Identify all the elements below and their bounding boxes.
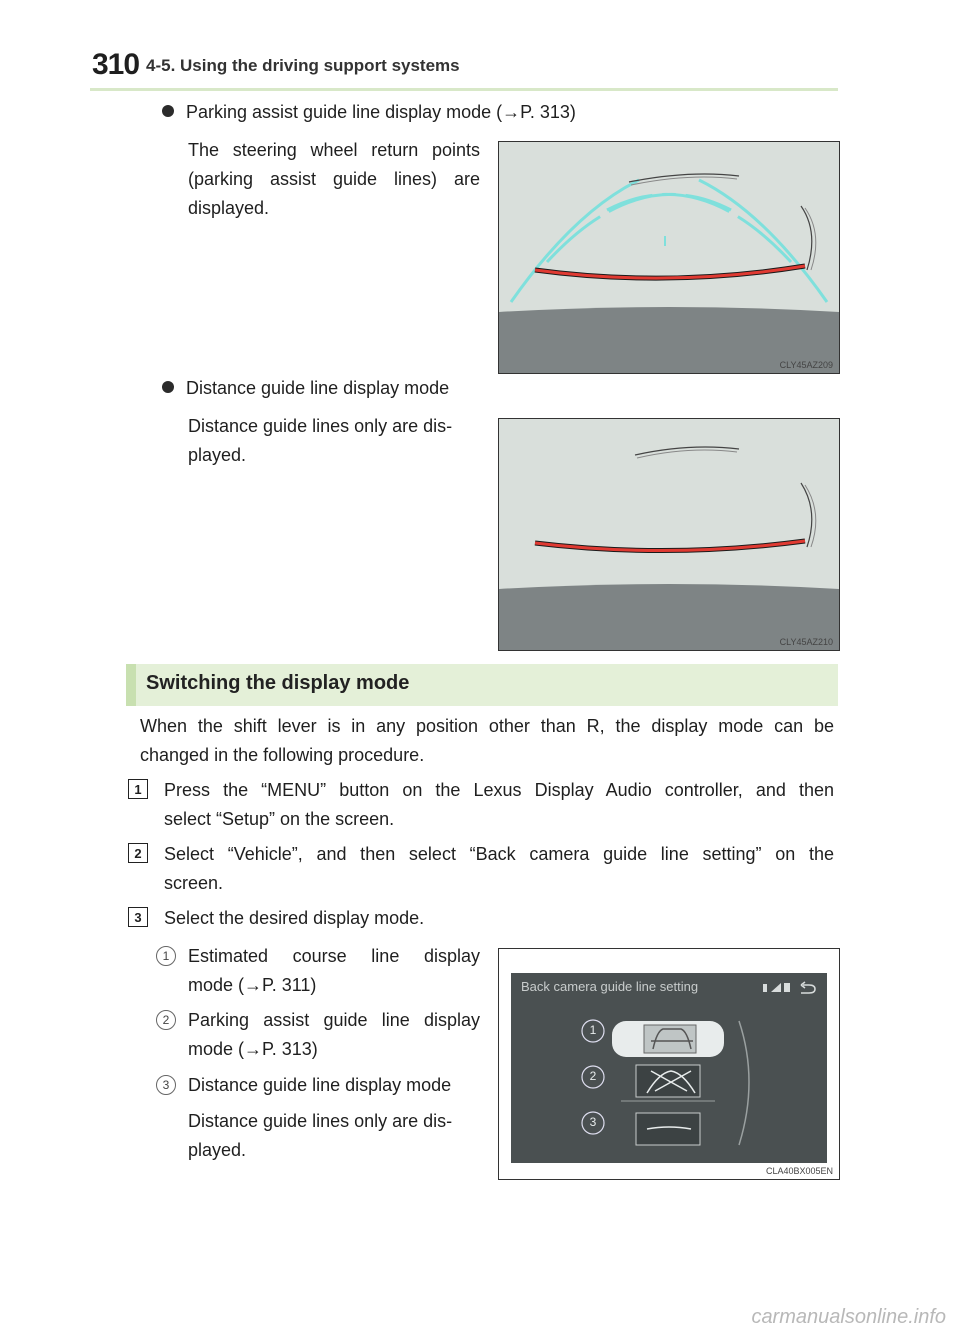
bullet-distance-label: Distance guide line display mode [186,378,450,398]
step-line: Press the “MENU” button on the Lexus Display Audio controller, and then [164,780,834,800]
screen-marker-1: 1 [589,1023,597,1037]
desc-line: displayed. [188,198,270,218]
step-line: screen. [164,873,224,893]
bullet-icon [162,105,174,117]
desc-line: The steering wheel return points [188,140,480,160]
option-2-text [188,1006,480,1064]
step-line: Select “Vehicle”, and then select “Back camera guide line setting” on the [164,844,834,864]
step-line: select “Setup” on the screen. [164,809,395,829]
bullet-parking-assist-mode [162,98,576,127]
desc-line: played. [188,445,247,465]
step-number-1: 1 [128,779,148,799]
step-1-text [164,776,834,834]
figure-code: CLA40BX005EN [765,1166,833,1176]
intro-line: When the shift lever is in any position other than R, the display mode can be [140,716,834,736]
screen-marker-2: 2 [589,1069,597,1083]
camera-view-parking-assist [499,142,839,373]
option-number-1: 1 [156,946,176,966]
display-screen [511,973,827,1163]
option-number-3: 3 [156,1075,176,1095]
option-line: Parking assist guide line display [188,1010,480,1030]
screen-title: Back camera guide line setting [521,979,699,994]
bullet-distance-mode [162,374,449,403]
figure-setting-screen [498,948,840,1180]
step-3-text [164,904,834,933]
header-divider [90,88,838,91]
figure-distance-lines [498,418,840,651]
switching-intro [140,712,834,770]
option-1-text [188,942,480,1000]
figure-code: CLY45AZ209 [779,360,833,370]
step-number-3: 3 [128,907,148,927]
step-number-2: 2 [128,843,148,863]
step-2-text [164,840,834,898]
screen-marker-3: 3 [589,1115,597,1129]
intro-line: changed in the following procedure. [140,745,425,765]
option-line: Distance guide line display mode [188,1075,452,1095]
bullet-parking-assist-label: Parking assist guide line display mode (→P. 313) [186,102,576,122]
desc-line: Distance guide lines only are dis- [188,1111,453,1131]
desc-line: Distance guide lines only are dis- [188,416,453,436]
option-line: mode (→P. 313) [188,1039,318,1059]
distance-description [188,412,480,470]
step-line: Select the desired display mode. [164,908,425,928]
section-heading-band [126,664,838,706]
figure-parking-assist-lines [498,141,840,374]
status-icons [763,981,821,995]
section-heading: Switching the display mode [146,672,410,694]
option-3-description [188,1107,480,1165]
option-line: Estimated course line display [188,946,480,966]
desc-line: played. [188,1140,247,1160]
bullet-icon [162,381,174,393]
option-number-2: 2 [156,1010,176,1030]
figure-code: CLY45AZ210 [779,637,833,647]
section-title: 4-5. Using the driving support systems [146,56,460,75]
camera-view-distance [499,419,839,650]
parking-assist-description [188,136,480,223]
page-number: 310 [92,48,140,81]
option-line: mode (→P. 311) [188,975,317,995]
desc-line: (parking assist guide lines) are [188,169,480,189]
option-3-text [188,1071,480,1100]
mode-options-graphic [511,1001,827,1163]
watermark: carmanualsonline.info [751,1306,946,1328]
